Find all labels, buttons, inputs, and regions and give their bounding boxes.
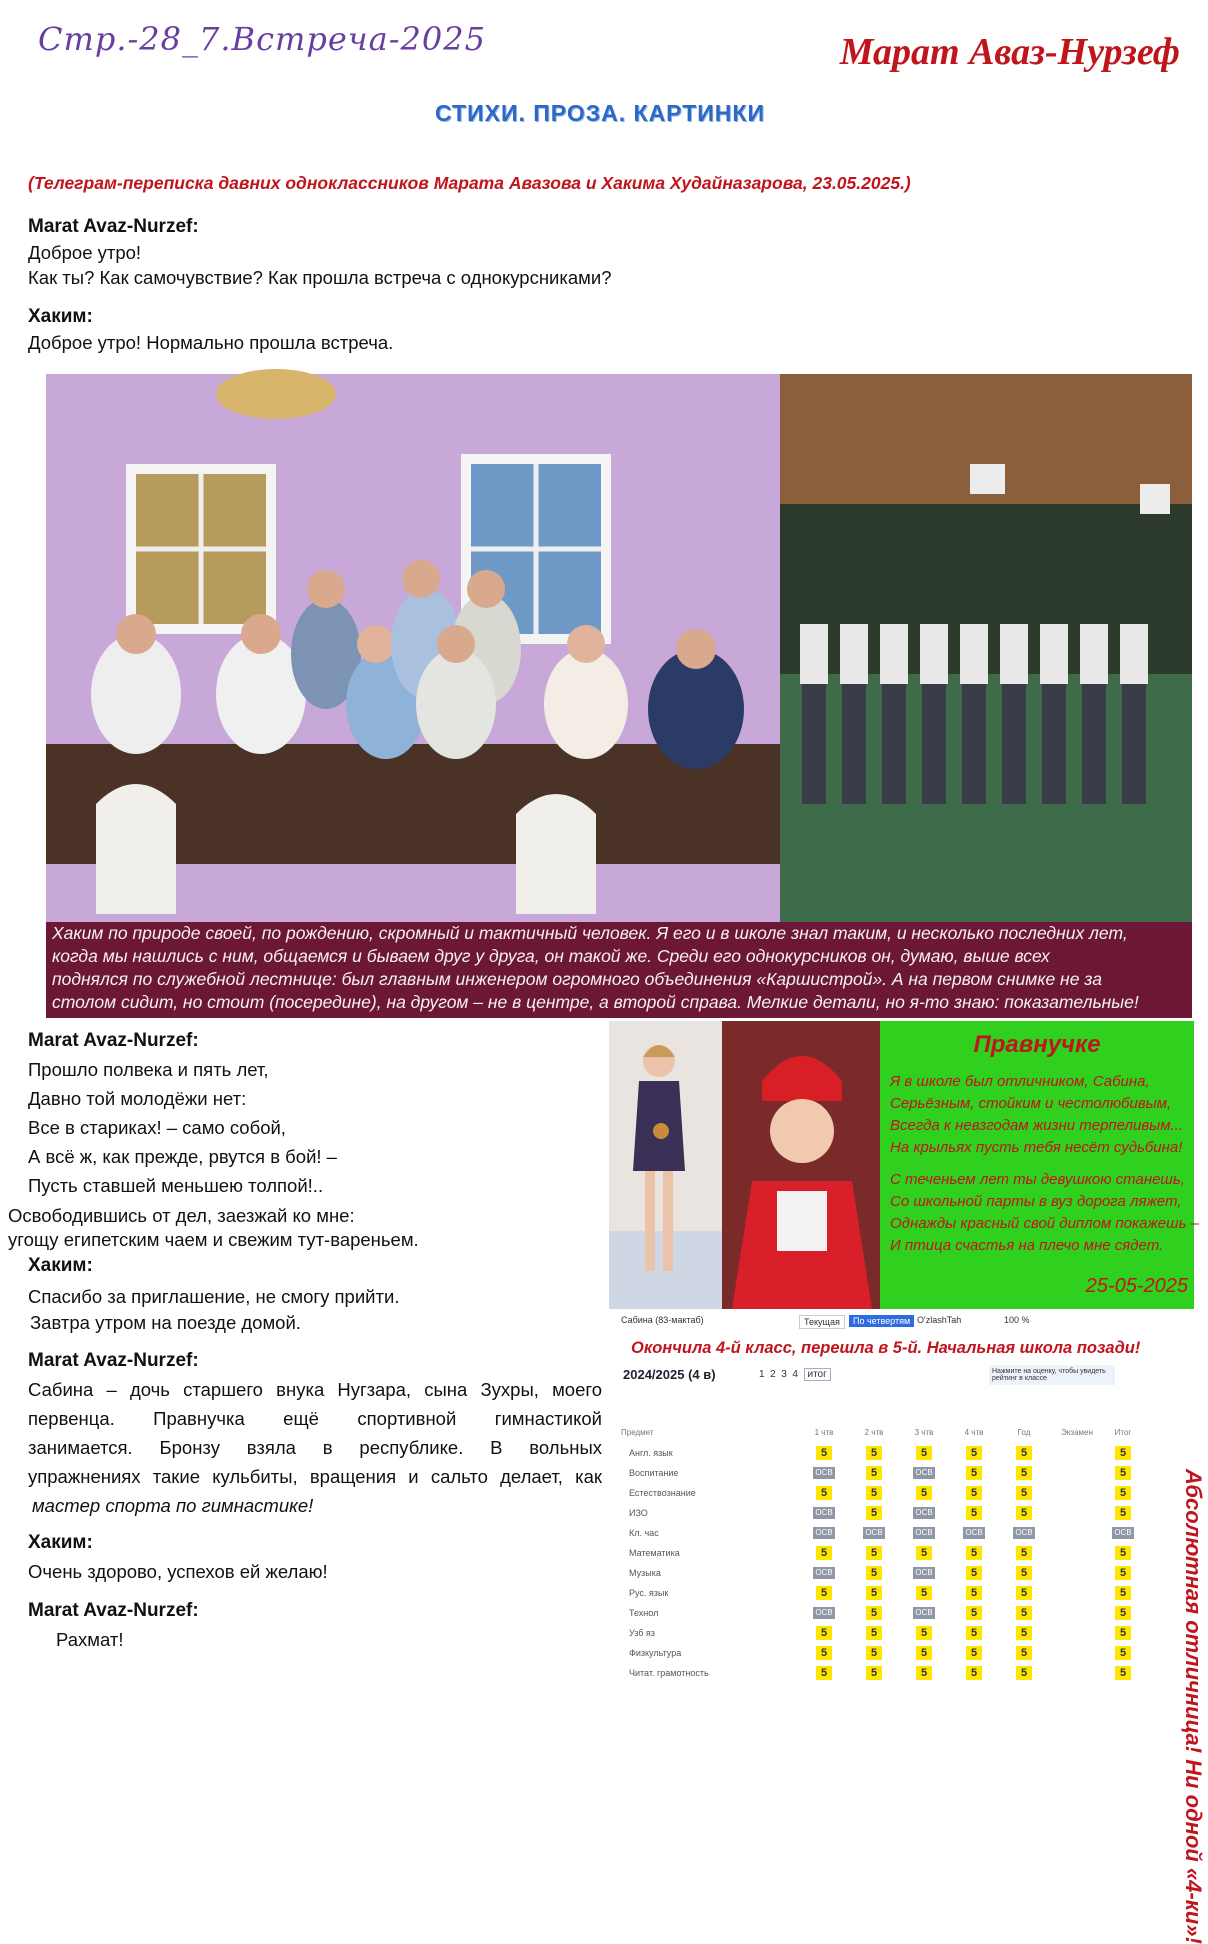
grade-five[interactable]: 5 bbox=[866, 1626, 882, 1640]
message-text: Завтра утром на поезде домой. bbox=[30, 1312, 301, 1333]
gymnast-photo bbox=[609, 1021, 722, 1309]
table-row bbox=[621, 1663, 1141, 1683]
grade-cell bbox=[849, 1663, 899, 1683]
grade-cell bbox=[899, 1563, 949, 1583]
grade-five[interactable]: 5 bbox=[1016, 1566, 1032, 1580]
poem-date: 25-05-2025 bbox=[1085, 1275, 1188, 1297]
grade-five[interactable]: 5 bbox=[1016, 1486, 1032, 1500]
grade-cell bbox=[1105, 1463, 1141, 1483]
speaker-marat: Marat Avaz-Nurzef: bbox=[28, 1350, 199, 1371]
grade-five[interactable]: 5 bbox=[816, 1446, 832, 1460]
grade-five[interactable]: 5 bbox=[916, 1646, 932, 1660]
grade-cell bbox=[799, 1643, 849, 1663]
invite-line: Освободившись от дел, заезжай ко мне: bbox=[8, 1205, 355, 1226]
grade-cell bbox=[999, 1503, 1049, 1523]
grade-five[interactable]: 5 bbox=[816, 1646, 832, 1660]
grade-cell bbox=[899, 1483, 949, 1503]
grade-cell bbox=[999, 1643, 1049, 1663]
grade-five[interactable]: 5 bbox=[1115, 1506, 1131, 1520]
col-header: 4 чтв bbox=[964, 1427, 984, 1437]
grade-cell bbox=[899, 1503, 949, 1523]
grade-five[interactable]: 5 bbox=[866, 1466, 882, 1480]
grade-cell bbox=[849, 1583, 899, 1603]
grade-osv[interactable]: ОСВ bbox=[813, 1607, 835, 1619]
grade-five[interactable]: 5 bbox=[966, 1486, 982, 1500]
grade-cell bbox=[799, 1483, 849, 1503]
poem-line: И птица счастья на плечо мне сядет. bbox=[890, 1237, 1164, 1254]
grade-osv[interactable]: ОСВ bbox=[813, 1507, 835, 1519]
grade-five[interactable]: 5 bbox=[866, 1446, 882, 1460]
grade-cell bbox=[1049, 1643, 1105, 1663]
message-text: Очень здорово, успехов ей желаю! bbox=[28, 1561, 328, 1582]
rating-hint: Нажмите на оценку, чтобы увидеть рейтинг в классе bbox=[989, 1365, 1115, 1385]
grade-cell bbox=[999, 1603, 1049, 1623]
grade-cell bbox=[799, 1543, 849, 1563]
grade-five[interactable]: 5 bbox=[1016, 1606, 1032, 1620]
grade-osv[interactable]: ОСВ bbox=[813, 1567, 835, 1579]
grade-five[interactable]: 5 bbox=[1016, 1506, 1032, 1520]
message-text: Рахмат! bbox=[56, 1629, 124, 1650]
subject-name: Воспитание bbox=[629, 1468, 679, 1478]
grade-osv[interactable]: ОСВ bbox=[1013, 1527, 1035, 1539]
grade-cell bbox=[849, 1523, 899, 1543]
grade-osv[interactable]: ОСВ bbox=[963, 1527, 985, 1539]
poem-line: Со школьной парты в вуз дорога ляжет, bbox=[890, 1193, 1182, 1210]
speaker-hakim: Хаким: bbox=[28, 1532, 93, 1553]
col-header: Год bbox=[1017, 1427, 1031, 1437]
table-row bbox=[621, 1463, 1141, 1483]
grade-cell bbox=[1105, 1543, 1141, 1563]
col-header: 3 чтв bbox=[914, 1427, 934, 1437]
author-name: Марат Аваз-Нурзеф bbox=[839, 31, 1180, 73]
grade-cell bbox=[849, 1483, 899, 1503]
group-photo bbox=[780, 374, 1192, 922]
grade-cell bbox=[999, 1563, 1049, 1583]
grade-osv[interactable]: ОСВ bbox=[813, 1467, 835, 1479]
grade-cell bbox=[999, 1523, 1049, 1543]
subject-name: Естествознание bbox=[629, 1488, 696, 1498]
grade-cell bbox=[799, 1523, 849, 1543]
tab-current[interactable]: Текущая bbox=[799, 1315, 845, 1329]
grade-osv[interactable]: ОСВ bbox=[813, 1527, 835, 1539]
grade-cell bbox=[949, 1483, 999, 1503]
grade-cell bbox=[1049, 1543, 1105, 1563]
quarter-total[interactable]: итог bbox=[804, 1368, 831, 1381]
grade-five[interactable]: 5 bbox=[816, 1486, 832, 1500]
grade-cell bbox=[1105, 1623, 1141, 1643]
grade-cell bbox=[999, 1483, 1049, 1503]
grade-cell bbox=[799, 1503, 849, 1523]
grade-cell bbox=[999, 1663, 1049, 1683]
grades-table bbox=[621, 1421, 1141, 1683]
grade-cell bbox=[1105, 1523, 1141, 1543]
quarter-1[interactable]: 1 bbox=[759, 1369, 765, 1380]
grade-five[interactable]: 5 bbox=[1016, 1626, 1032, 1640]
grade-five[interactable]: 5 bbox=[966, 1566, 982, 1580]
grade-five[interactable]: 5 bbox=[1016, 1466, 1032, 1480]
grade-five[interactable]: 5 bbox=[916, 1666, 932, 1680]
grade-five[interactable]: 5 bbox=[1115, 1666, 1131, 1680]
message-text: Доброе утро! Нормально прошла встреча. bbox=[28, 332, 394, 353]
poem-line: Всегда к невзгодам жизни терпеливым... bbox=[890, 1117, 1183, 1134]
message-text: занимается. Бронзу взяла в республике. В вольных bbox=[28, 1437, 602, 1458]
student-select[interactable]: Сабина (83-мактаб) bbox=[621, 1315, 704, 1325]
grade-five[interactable]: 5 bbox=[966, 1546, 982, 1560]
speaker-marat: Marat Avaz-Nurzef: bbox=[28, 216, 199, 237]
subject-name: Читат. грамотность bbox=[629, 1668, 709, 1678]
grade-cell bbox=[1105, 1443, 1141, 1463]
grade-cell bbox=[949, 1443, 999, 1463]
grade-cell bbox=[849, 1503, 899, 1523]
grade-five[interactable]: 5 bbox=[916, 1626, 932, 1640]
grade-five[interactable]: 5 bbox=[1115, 1626, 1131, 1640]
tab-quarters[interactable]: По четвертям bbox=[849, 1315, 914, 1327]
grade-five[interactable]: 5 bbox=[1115, 1466, 1131, 1480]
grade-osv[interactable]: ОСВ bbox=[913, 1527, 935, 1539]
grade-five[interactable]: 5 bbox=[966, 1626, 982, 1640]
grade-cell bbox=[799, 1563, 849, 1583]
grade-five[interactable]: 5 bbox=[966, 1466, 982, 1480]
grade-five[interactable]: 5 bbox=[816, 1586, 832, 1600]
grade-five[interactable]: 5 bbox=[866, 1666, 882, 1680]
grade-five[interactable]: 5 bbox=[1115, 1646, 1131, 1660]
grade-cell bbox=[849, 1603, 899, 1623]
col-header: Предмет bbox=[621, 1427, 654, 1437]
grade-cell bbox=[1105, 1663, 1141, 1683]
grade-five[interactable]: 5 bbox=[1115, 1586, 1131, 1600]
grade-five[interactable]: 5 bbox=[916, 1446, 932, 1460]
message-text: Как ты? Как самочувствие? Как прошла встреча с однокурсниками? bbox=[28, 267, 612, 288]
grade-osv[interactable]: ОСВ bbox=[913, 1507, 935, 1519]
invite-line: угощу египетским чаем и свежим тут-вареньем. bbox=[8, 1229, 419, 1250]
grade-cell bbox=[999, 1463, 1049, 1483]
col-header: Итог bbox=[1114, 1427, 1132, 1437]
grade-osv[interactable]: ОСВ bbox=[913, 1567, 935, 1579]
grade-five[interactable]: 5 bbox=[1016, 1666, 1032, 1680]
grade-five[interactable]: 5 bbox=[916, 1486, 932, 1500]
subject-name: Кл. час bbox=[629, 1528, 659, 1538]
excellent-student-note: Абсолютная отличница! Ни одной «4-ки»! bbox=[1181, 1469, 1206, 1944]
grades-header-row bbox=[621, 1421, 1141, 1443]
grade-five[interactable]: 5 bbox=[866, 1566, 882, 1580]
grade-cell bbox=[1049, 1503, 1105, 1523]
table-row bbox=[621, 1443, 1141, 1463]
subject-name: ИЗО bbox=[629, 1508, 648, 1518]
poem-line: На крыльях пусть тебя несёт судьбина! bbox=[890, 1139, 1183, 1156]
grade-osv[interactable]: ОСВ bbox=[913, 1607, 935, 1619]
speaker-marat: Marat Avaz-Nurzef: bbox=[28, 1030, 199, 1051]
grade-cell bbox=[799, 1623, 849, 1643]
grade-five[interactable]: 5 bbox=[966, 1646, 982, 1660]
table-row bbox=[621, 1523, 1141, 1543]
grade-osv[interactable]: ОСВ bbox=[913, 1467, 935, 1479]
caption-line: поднялся по служебной лестнице: был главным инженером огромного объединения «Каршистрой». А на первом снимке не за bbox=[52, 969, 1102, 989]
message-text: первенца. Правнучка ещё спортивной гимнастикой bbox=[28, 1408, 602, 1429]
grade-five[interactable]: 5 bbox=[966, 1606, 982, 1620]
poem-line: Однажды красный свой диплом покажешь – bbox=[890, 1215, 1199, 1232]
grade-cell bbox=[949, 1563, 999, 1583]
table-row bbox=[621, 1583, 1141, 1603]
message-text: упражнениях такие кульбиты, вращения и сальто делает, как bbox=[28, 1466, 602, 1487]
gradebook-screenshot bbox=[609, 1309, 1206, 1944]
grade-cell bbox=[849, 1463, 899, 1483]
grade-cell bbox=[799, 1583, 849, 1603]
grade-cell bbox=[999, 1623, 1049, 1643]
grade-five[interactable]: 5 bbox=[866, 1486, 882, 1500]
grade-cell bbox=[849, 1623, 899, 1643]
subject-name: Математика bbox=[629, 1548, 680, 1558]
caption-line: когда мы нашлись с ним, общаемся и бываем друг у друга, он такой же. Среди его однокурсников он, думаю, выше всех bbox=[52, 946, 1050, 966]
grade-five[interactable]: 5 bbox=[966, 1506, 982, 1520]
subject-name: Рус. язык bbox=[629, 1588, 669, 1598]
col-header: Экзамен bbox=[1061, 1427, 1093, 1437]
table-row bbox=[621, 1563, 1141, 1583]
grade-cell bbox=[949, 1463, 999, 1483]
grade-cell bbox=[1049, 1583, 1105, 1603]
grade-cell bbox=[999, 1443, 1049, 1463]
message-text: мастер спорта по гимнастике! bbox=[32, 1495, 314, 1516]
caption-line: столом сидит, но стоит (посередине), на другом – не в центре, а второй справа. Мелкие детали, но я-то знаю: показательные! bbox=[52, 992, 1139, 1012]
grade-five[interactable]: 5 bbox=[866, 1586, 882, 1600]
speaker-marat: Marat Avaz-Nurzef: bbox=[28, 1600, 199, 1621]
grade-five[interactable]: 5 bbox=[866, 1646, 882, 1660]
grade-cell bbox=[899, 1643, 949, 1663]
caption-line: Хаким по природе своей, по рождению, скромный и тактичный человек. Я его и в школе знал таким, и несколько последних лет, bbox=[52, 923, 1128, 943]
page-reference: Стр.-28_7.Встреча-2025 bbox=[38, 20, 486, 58]
grade-five[interactable]: 5 bbox=[1115, 1486, 1131, 1500]
grade-cell bbox=[1105, 1643, 1141, 1663]
grade-five[interactable]: 5 bbox=[1016, 1646, 1032, 1660]
tab-ozlashtah[interactable]: O'zlashTah bbox=[917, 1315, 962, 1325]
col-header: 1 чтв bbox=[814, 1427, 834, 1437]
grade-five[interactable]: 5 bbox=[866, 1546, 882, 1560]
message-text: Спасибо за приглашение, не смогу прийти. bbox=[28, 1286, 400, 1307]
grade-cell bbox=[799, 1603, 849, 1623]
table-row bbox=[621, 1483, 1141, 1503]
table-row bbox=[621, 1503, 1141, 1523]
grade-five[interactable]: 5 bbox=[1115, 1546, 1131, 1560]
photo-caption bbox=[46, 922, 1192, 1018]
grade-cell bbox=[899, 1603, 949, 1623]
grade-five[interactable]: 5 bbox=[1016, 1586, 1032, 1600]
grade-cell bbox=[1049, 1443, 1105, 1463]
grade-cell bbox=[1105, 1563, 1141, 1583]
grade-five[interactable]: 5 bbox=[916, 1586, 932, 1600]
quarter-3[interactable]: 3 bbox=[781, 1369, 787, 1380]
subject-name: Узб яз bbox=[629, 1628, 655, 1638]
grade-cell bbox=[949, 1623, 999, 1643]
grade-cell bbox=[849, 1543, 899, 1563]
grade-cell bbox=[1049, 1603, 1105, 1623]
subject-name: Технол bbox=[629, 1608, 659, 1618]
grade-cell bbox=[1105, 1583, 1141, 1603]
grade-cell bbox=[1049, 1483, 1105, 1503]
grade-osv[interactable]: ОСВ bbox=[1112, 1527, 1134, 1539]
table-row bbox=[621, 1643, 1141, 1663]
poem-panel bbox=[880, 1021, 1199, 1309]
poem-line: Серьёзным, стойким и честолюбивым, bbox=[890, 1095, 1172, 1112]
grade-cell bbox=[1049, 1463, 1105, 1483]
verse-line: Пусть ставшей меньшею толпой!.. bbox=[28, 1175, 324, 1196]
grade-cell bbox=[899, 1523, 949, 1543]
school-year[interactable]: 2024/2025 (4 в) bbox=[623, 1367, 716, 1382]
verse-line: Давно той молодёжи нет: bbox=[28, 1088, 247, 1109]
table-row bbox=[621, 1603, 1141, 1623]
grade-cell bbox=[949, 1583, 999, 1603]
grade-osv[interactable]: ОСВ bbox=[863, 1527, 885, 1539]
grade-five[interactable]: 5 bbox=[916, 1546, 932, 1560]
verse-line: Все в стариках! – само собой, bbox=[28, 1117, 286, 1138]
table-row bbox=[621, 1623, 1141, 1643]
grade-cell bbox=[1049, 1663, 1105, 1683]
poem-line: Я в школе был отличником, Сабина, bbox=[890, 1073, 1150, 1090]
table-row bbox=[621, 1543, 1141, 1563]
grade-cell bbox=[899, 1663, 949, 1683]
grade-cell bbox=[899, 1463, 949, 1483]
rubric-title: СТИХИ. ПРОЗА. КАРТИНКИ bbox=[435, 100, 765, 126]
grade-note: Окончила 4-й класс, перешла в 5-й. Начальная школа позади! bbox=[631, 1339, 1141, 1357]
message-text: Доброе утро! bbox=[28, 242, 142, 263]
grade-five[interactable]: 5 bbox=[816, 1626, 832, 1640]
grade-five[interactable]: 5 bbox=[1115, 1446, 1131, 1460]
grade-cell bbox=[1105, 1503, 1141, 1523]
grade-five[interactable]: 5 bbox=[866, 1506, 882, 1520]
subject-name: Физкультура bbox=[629, 1648, 682, 1658]
folk-costume-photo bbox=[722, 1021, 880, 1309]
grade-five[interactable]: 5 bbox=[866, 1606, 882, 1620]
grade-cell bbox=[899, 1583, 949, 1603]
grade-cell bbox=[849, 1643, 899, 1663]
grade-cell bbox=[1049, 1563, 1105, 1583]
grade-cell bbox=[849, 1563, 899, 1583]
verse-line: Прошло полвека и пять лет, bbox=[28, 1059, 269, 1080]
subject-name: Музыка bbox=[629, 1568, 661, 1578]
message-text: Сабина – дочь старшего внука Нугзара, сына Зухры, моего bbox=[28, 1379, 602, 1400]
grade-five[interactable]: 5 bbox=[966, 1446, 982, 1460]
grade-cell bbox=[1049, 1523, 1105, 1543]
grade-cell bbox=[999, 1543, 1049, 1563]
poem-title: Правнучке bbox=[973, 1031, 1101, 1058]
grade-cell bbox=[799, 1663, 849, 1683]
grade-cell bbox=[899, 1623, 949, 1643]
banquet-photo bbox=[46, 374, 780, 922]
grade-cell bbox=[949, 1663, 999, 1683]
grade-five[interactable]: 5 bbox=[1115, 1566, 1131, 1580]
grade-cell bbox=[999, 1583, 1049, 1603]
grade-five[interactable]: 5 bbox=[1115, 1606, 1131, 1620]
quarter-selector[interactable] bbox=[759, 1369, 831, 1380]
intro-note: (Телеграм-переписка давних одноклассников Марата Авазова и Хакима Худайназарова, 23.05.2025.) bbox=[28, 173, 911, 193]
quarter-2[interactable]: 2 bbox=[770, 1369, 776, 1380]
grade-five[interactable]: 5 bbox=[1016, 1546, 1032, 1560]
grade-five[interactable]: 5 bbox=[816, 1546, 832, 1560]
speaker-hakim: Хаким: bbox=[28, 306, 93, 327]
grade-five[interactable]: 5 bbox=[1016, 1446, 1032, 1460]
col-header: 2 чтв bbox=[864, 1427, 884, 1437]
grade-cell bbox=[949, 1503, 999, 1523]
subject-name: Англ. язык bbox=[629, 1448, 673, 1458]
zoom-level[interactable]: 100 % bbox=[1004, 1315, 1030, 1325]
quarter-4[interactable]: 4 bbox=[792, 1369, 798, 1380]
grade-five[interactable]: 5 bbox=[816, 1666, 832, 1680]
verse-line: А всё ж, как прежде, рвутся в бой! – bbox=[28, 1146, 337, 1167]
poem-line: С теченьем лет ты девушкою станешь, bbox=[890, 1171, 1185, 1188]
grade-cell bbox=[1049, 1623, 1105, 1643]
grade-cell bbox=[949, 1603, 999, 1623]
grade-cell bbox=[949, 1643, 999, 1663]
grade-cell bbox=[949, 1543, 999, 1563]
grade-five[interactable]: 5 bbox=[966, 1586, 982, 1600]
grade-cell bbox=[899, 1443, 949, 1463]
grade-cell bbox=[799, 1463, 849, 1483]
grade-cell bbox=[1105, 1603, 1141, 1623]
grade-cell bbox=[949, 1523, 999, 1543]
grade-five[interactable]: 5 bbox=[966, 1666, 982, 1680]
grade-cell bbox=[1105, 1483, 1141, 1503]
speaker-hakim: Хаким: bbox=[28, 1255, 93, 1276]
grade-cell bbox=[799, 1443, 849, 1463]
grade-cell bbox=[899, 1543, 949, 1563]
grade-cell bbox=[849, 1443, 899, 1463]
